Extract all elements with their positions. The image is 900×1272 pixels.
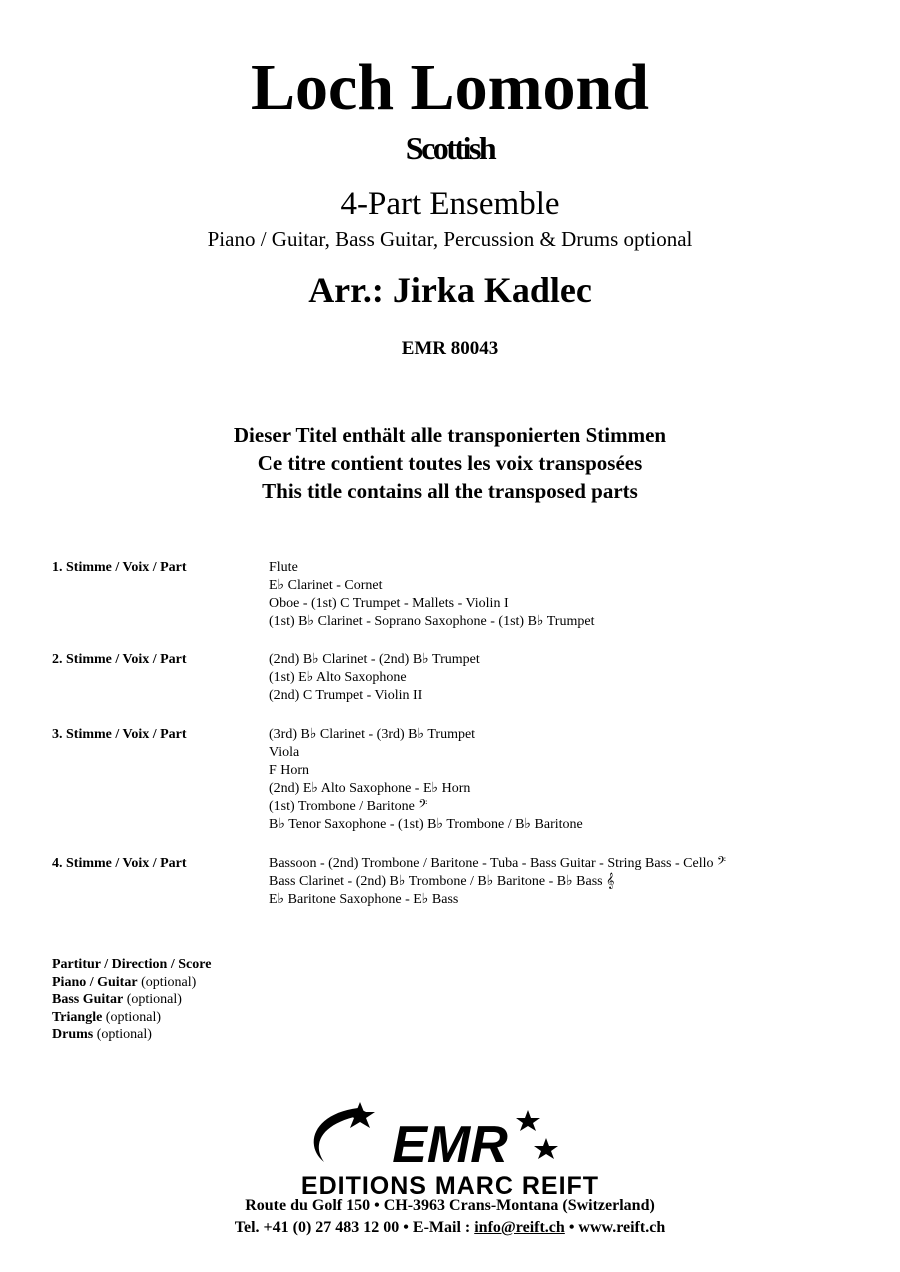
part-instruments — [269, 726, 583, 834]
catalog-number: EMR 80043 — [401, 338, 499, 359]
note-french: Ce titre contient toutes les voix transposées — [257, 451, 643, 475]
instrument-line: (1st) E♭ Alto Saxophone — [269, 670, 407, 685]
part-instruments — [269, 559, 594, 631]
instrument-line: (2nd) C Trumpet - Violin II — [269, 688, 423, 703]
instrument-line: F Horn — [269, 763, 310, 778]
instrument-line: E♭ Baritone Saxophone - E♭ Bass — [269, 892, 459, 907]
instrument-line: Oboe - (1st) C Trumpet - Mallets - Violin I — [269, 596, 509, 611]
instrument-line: (3rd) B♭ Clarinet - (3rd) B♭ Trumpet — [269, 727, 476, 742]
logo-text: EMR — [392, 1116, 508, 1174]
extra-part: Partitur / Direction / Score — [52, 957, 212, 972]
title: Loch Lomond — [251, 51, 649, 124]
address: Route du Golf 150 • CH-3963 Crans-Montana (Switzerland) — [245, 1197, 655, 1214]
instrument-line: (1st) B♭ Clarinet - Soprano Saxophone - (1st) B♭ Trumpet — [269, 614, 595, 629]
additional-parts — [52, 956, 211, 1044]
extra-part: Piano / Guitar (optional) — [52, 974, 197, 990]
instrument-line: Viola — [269, 745, 300, 760]
part-label: 3. Stimme / Voix / Part — [52, 727, 187, 742]
emr-logo — [300, 1100, 600, 1178]
extra-part: Drums (optional) — [52, 1027, 152, 1042]
arranger: Arr.: Jirka Kadlec — [308, 270, 592, 310]
contact-line — [0, 1218, 900, 1238]
part-instruments — [269, 651, 480, 705]
telephone: Tel. +41 (0) 27 483 12 00 • E-Mail : — [234, 1219, 475, 1236]
instrument-line: Bass Clarinet - (2nd) B♭ Trombone / B♭ Baritone - B♭ Bass 𝄞 — [269, 874, 615, 889]
instrument-line: (1st) Trombone / Baritone 𝄢 — [269, 799, 428, 814]
extra-part: Bass Guitar (optional) — [52, 992, 182, 1007]
part-label: 2. Stimme / Voix / Part — [52, 652, 187, 667]
instrument-line: Flute — [269, 560, 298, 575]
extra-part: Triangle (optional) — [52, 1009, 162, 1025]
email-link[interactable]: info@reift.ch — [474, 1219, 565, 1236]
instrument-line: E♭ Clarinet - Cornet — [269, 578, 383, 593]
ensemble: 4-Part Ensemble — [340, 186, 560, 222]
instrument-line: (2nd) E♭ Alto Saxophone - E♭ Horn — [269, 781, 471, 796]
part-instruments — [269, 855, 726, 909]
note-english: This title contains all the transposed parts — [262, 479, 638, 503]
publisher-name: EDITIONS MARC REIFT — [300, 1172, 600, 1200]
part-label: 1. Stimme / Voix / Part — [52, 560, 187, 575]
instrumentation: Piano / Guitar, Bass Guitar, Percussion & Drums optional — [207, 227, 693, 251]
subtitle: Scottish — [405, 130, 495, 166]
instrument-line: (2nd) B♭ Clarinet - (2nd) B♭ Trumpet — [269, 652, 480, 667]
instrument-line: B♭ Tenor Saxophone - (1st) B♭ Trombone / B♭ Baritone — [269, 817, 583, 832]
part-label: 4. Stimme / Voix / Part — [52, 856, 187, 871]
note-german: Dieser Titel enthält alle transponierten Stimmen — [233, 423, 667, 447]
website: • www.reift.ch — [564, 1219, 666, 1236]
instrument-line: Bassoon - (2nd) Trombone / Baritone - Tuba - Bass Guitar - String Bass - Cello 𝄢 — [269, 856, 726, 871]
